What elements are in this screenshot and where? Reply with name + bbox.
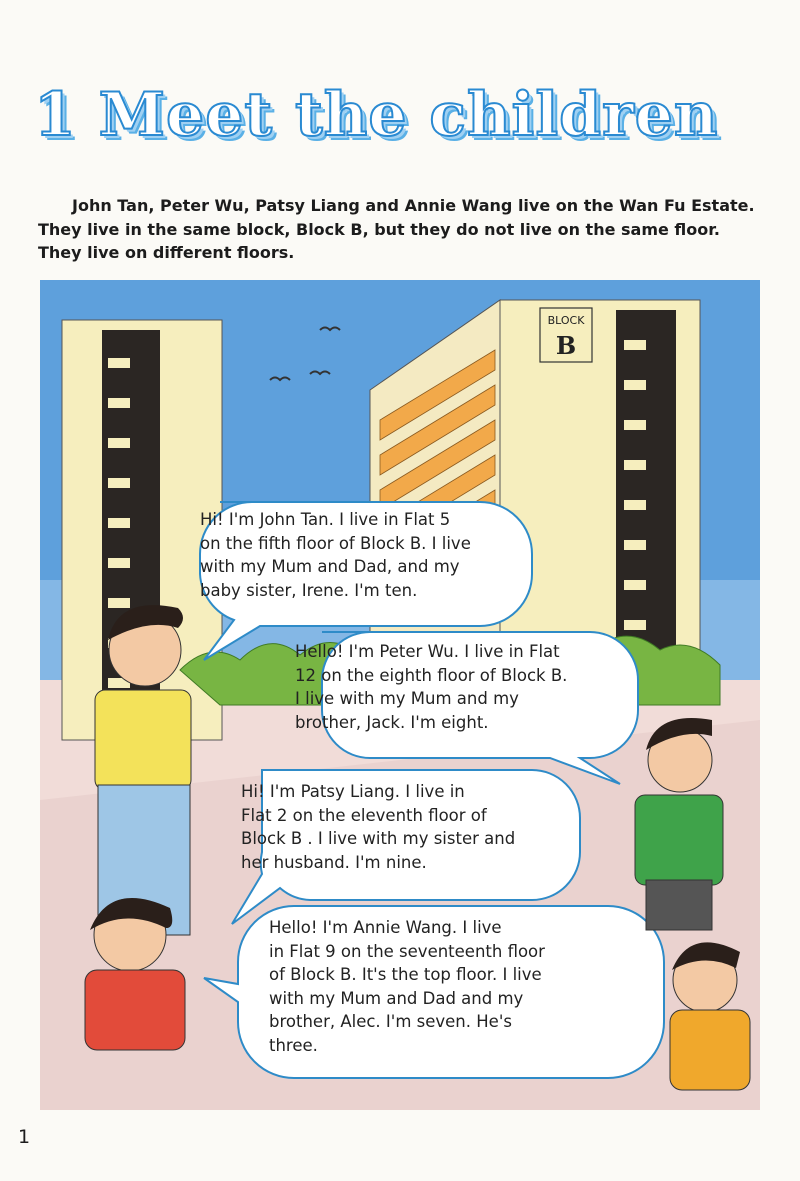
- illustration: [40, 280, 760, 1110]
- block-sign-letter: B: [555, 331, 577, 360]
- intro-paragraph: John Tan, Peter Wu, Patsy Liang and Annie Wang live on the Wan Fu Estate. They live in the same block, Block B, but they do not live on the same floor. They live on different floors.: [38, 196, 755, 262]
- lesson-title: 1 Meet the children: [34, 80, 719, 150]
- patsy-speech-bubble: Hi! I'm Patsy Liang. I live in Flat 2 on the eleventh floor of Block B . I live with my sister and her husband. I'm nine.: [241, 782, 516, 872]
- page-number: 1: [18, 1126, 31, 1148]
- patsy-figure: [85, 898, 185, 1050]
- john-figure: [95, 605, 191, 935]
- john-speech-bubble: Hi! I'm John Tan. I live in Flat 5 on the fifth floor of Block B. I live with my Mum and Dad, and my baby sister, Irene. I'm ten.: [200, 510, 471, 600]
- annie-speech-bubble: Hello! I'm Annie Wang. I live in Flat 9 on the seventeenth floor of Block B. It's the top floor. I live with my Mum and Dad and my brother, Alec. I'm seven. He's three.: [269, 918, 545, 1055]
- peter-speech-bubble: Hello! I'm Peter Wu. I live in Flat 12 on the eighth floor of Block B. I live with my Mum and my brother, Jack. I'm eight.: [295, 642, 568, 732]
- block-sign-word: BLOCK: [547, 314, 585, 327]
